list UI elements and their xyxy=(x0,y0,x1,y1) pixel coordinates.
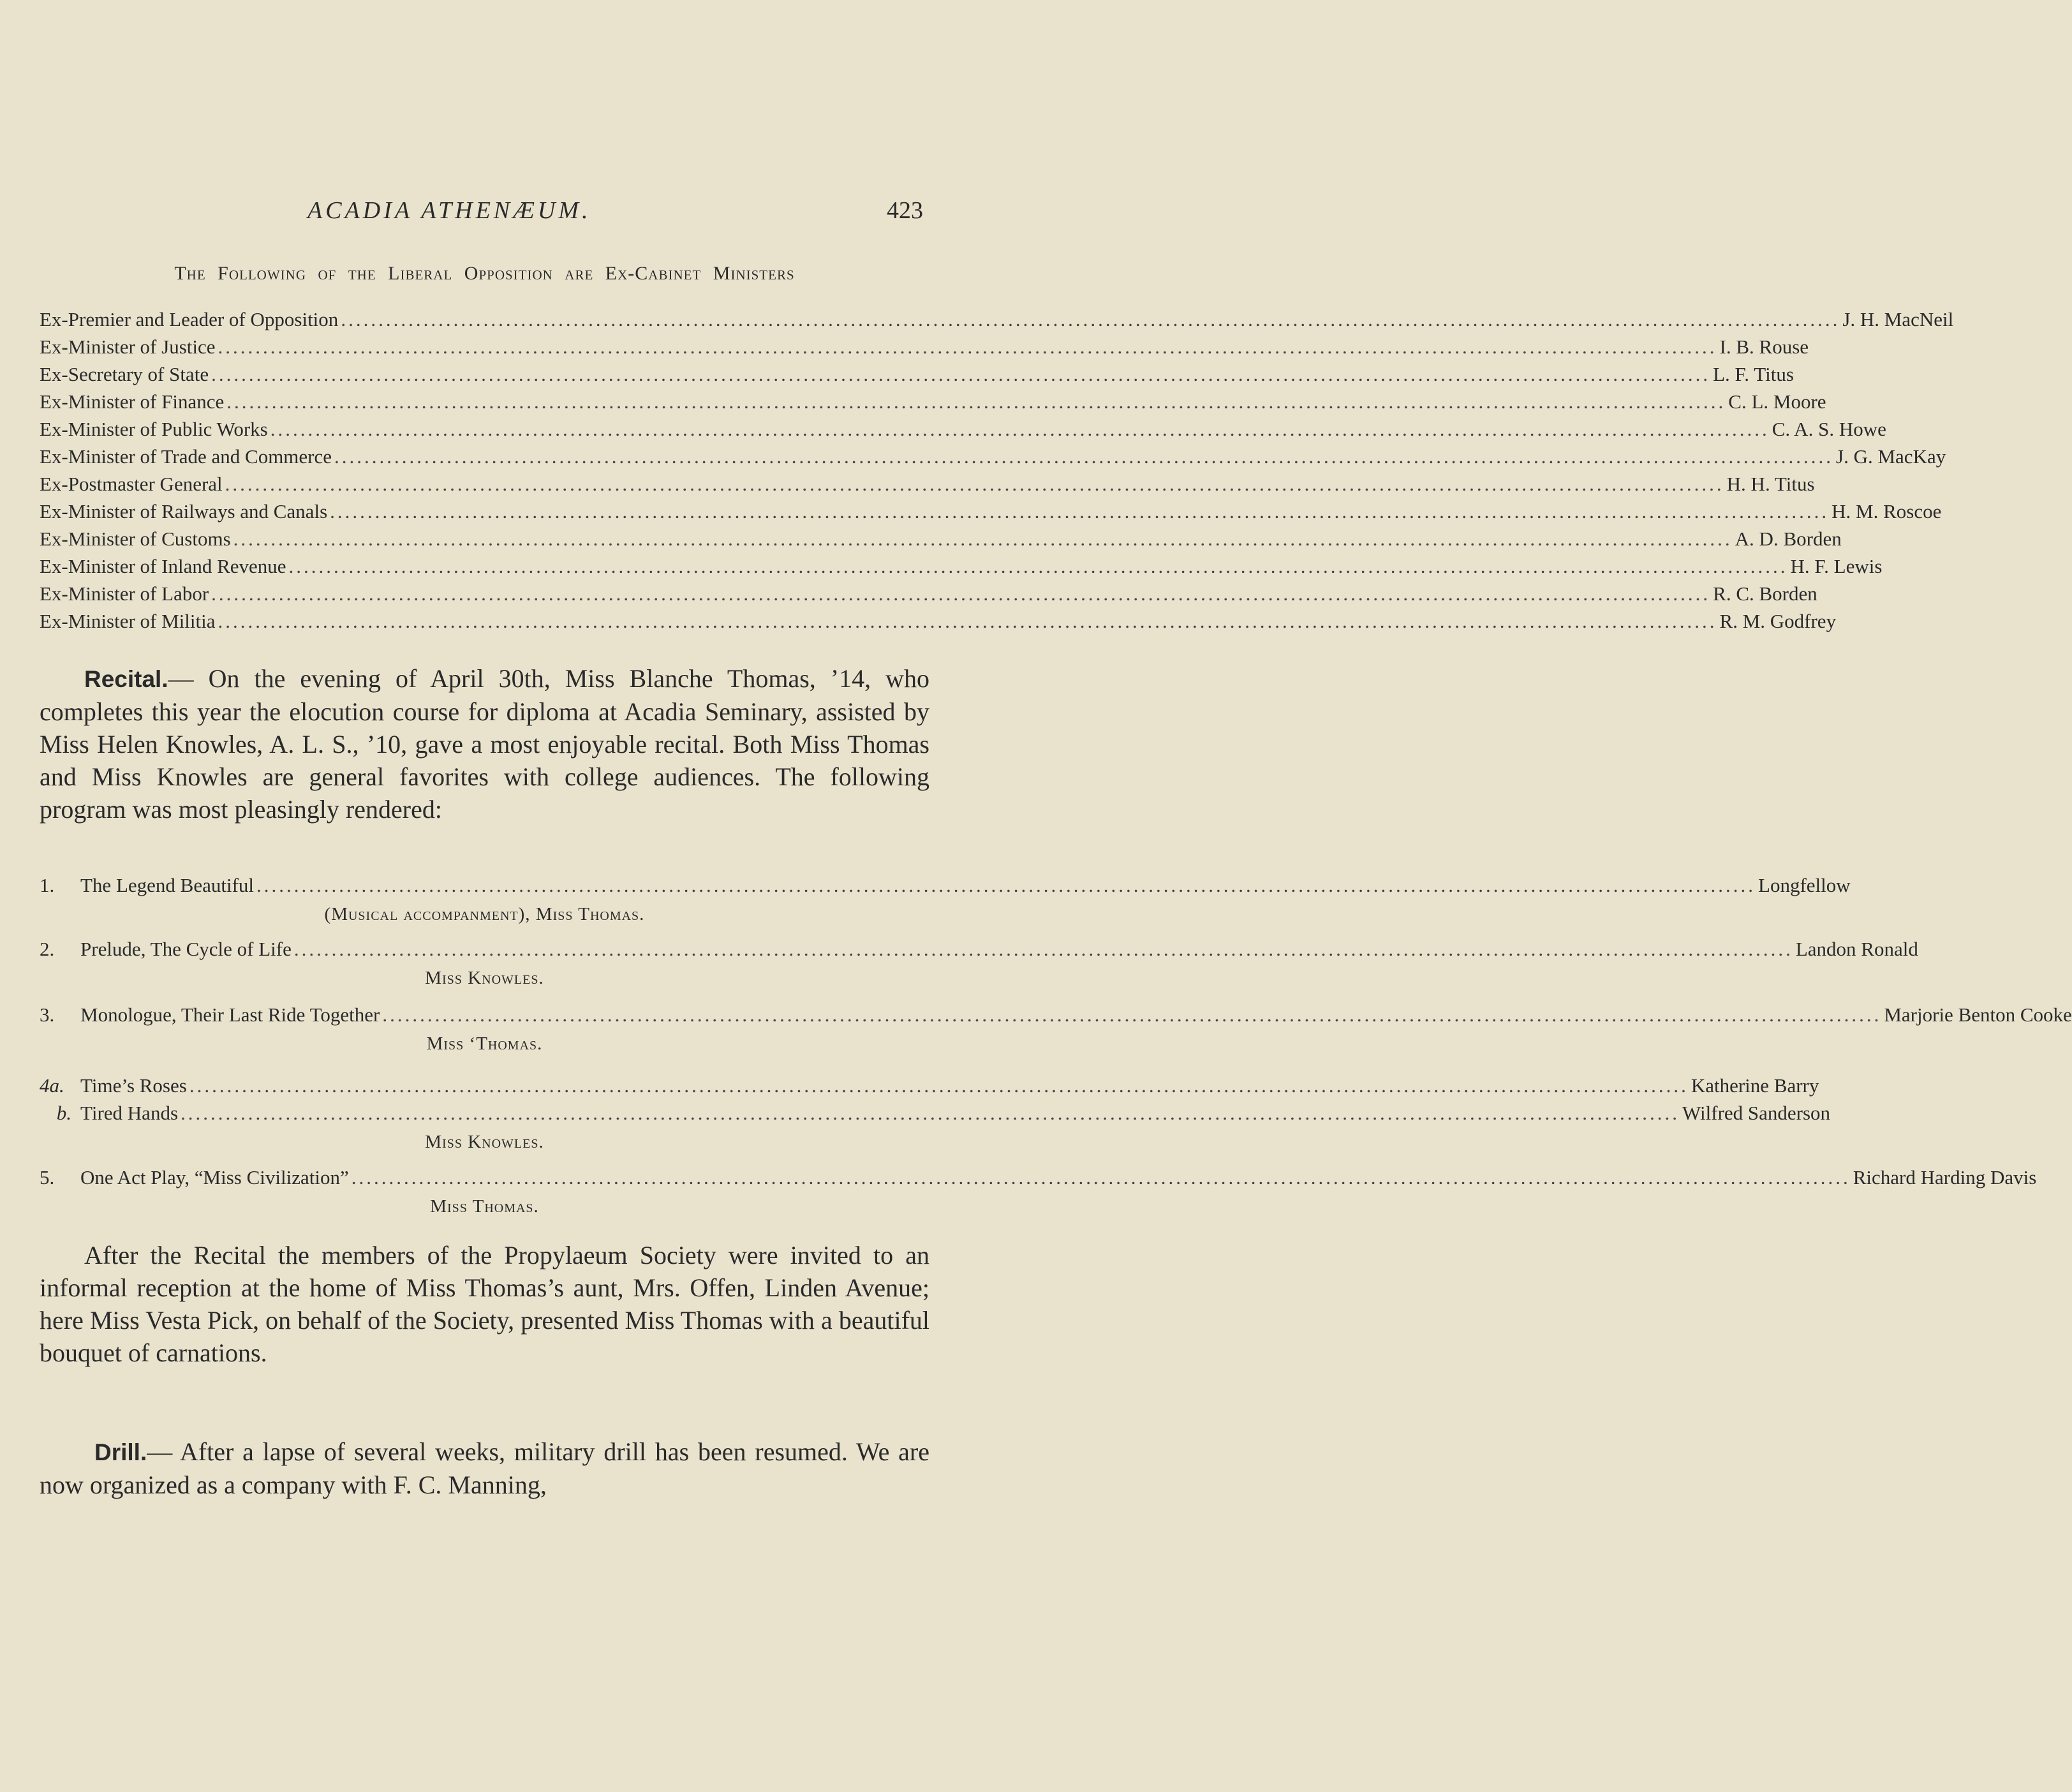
drill-text: — After a lapse of several weeks, military drill has been resumed. We are now organized as a company with F. C. Manning, xyxy=(40,1437,929,1499)
minister-row: Ex-Minister of Finance ........................................................................................................................................................................................................ C. L. Moore xyxy=(40,390,1826,413)
leader-dots: ........................................................................................................................................................................................................ xyxy=(293,938,1793,960)
minister-row: Ex-Minister of Militia ........................................................................................................................................................................................................ R. M. Godfrey xyxy=(40,610,1837,632)
running-title: ACADIA ATHENÆUM. xyxy=(307,197,591,224)
minister-row: Ex-Minister of Justice ........................................................................................................................................................................................................ I. B. Rouse xyxy=(40,336,1809,358)
ministers-list xyxy=(40,308,1954,637)
leader-dots: ........................................................................................................................................................................................................ xyxy=(225,473,1724,495)
minister-row: Ex-Premier and Leader of Opposition ........................................................................................................................................................................................................ J. H. MacNeil xyxy=(40,308,1954,330)
minister-row: Ex-Minister of Trade and Commerce ........................................................................................................................................................................................................ J. G. MacKay xyxy=(40,445,1946,468)
minister-row: Ex-Secretary of State ........................................................................................................................................................................................................ L. F. Titus xyxy=(40,363,1794,385)
minister-row: Ex-Minister of Customs ........................................................................................................................................................................................................ A. D. Borden xyxy=(40,528,1842,550)
program-item: 2. Prelude, The Cycle of Life ........................................................................................................................................................................................................ Landon Ronald Miss Knowles. xyxy=(40,938,929,991)
program-item: 5. One Act Play, “Miss Civilization” ........................................................................................................................................................................................................ Richard Harding Davis Miss Thomas. xyxy=(40,1166,929,1219)
leader-dots: ........................................................................................................................................................................................................ xyxy=(351,1166,1851,1188)
minister-row: Ex-Postmaster General ........................................................................................................................................................................................................ H. H. Titus xyxy=(40,473,1815,495)
leader-dots: ........................................................................................................................................................................................................ xyxy=(181,1102,1680,1124)
leader-dots: ........................................................................................................................................................................................................ xyxy=(211,363,1711,385)
recital-lead: Recital. xyxy=(84,666,168,692)
page-header xyxy=(40,196,929,235)
leader-dots: ........................................................................................................................................................................................................ xyxy=(218,336,1717,358)
minister-row: Ex-Minister of Public Works ........................................................................................................................................................................................................ C. A. S. Howe xyxy=(40,418,1886,440)
ministers-heading: The Following of the Liberal Opposition are Ex-Cabinet Ministers xyxy=(174,263,795,284)
program-item: 1. The Legend Beautiful ........................................................................................................................................................................................................ Longfellow (Musical accompanment), Miss Thomas. xyxy=(40,874,929,927)
program-performer: Miss Thomas. xyxy=(430,1196,539,1217)
program-item: 4a. Time’s Roses ........................................................................................................................................................................................................ Katherine Barry b. Tired Hands ........................................................................................................................................................................................................ Wilfred Sanderson Miss Knowles. xyxy=(40,1074,929,1155)
leader-dots: ........................................................................................................................................................................................................ xyxy=(189,1074,1689,1097)
minister-row: Ex-Minister of Railways and Canals ........................................................................................................................................................................................................ H. M. Roscoe xyxy=(40,500,1942,522)
leader-dots: ........................................................................................................................................................................................................ xyxy=(341,308,1840,330)
program-performer: Miss Knowles. xyxy=(425,1132,544,1152)
page-number: 423 xyxy=(887,197,923,224)
leader-dots: ........................................................................................................................................................................................................ xyxy=(211,582,1711,605)
drill-paragraph xyxy=(40,1435,929,1501)
recital-paragraph xyxy=(40,662,929,826)
program-performer: Miss ‘Thomas. xyxy=(426,1033,543,1054)
leader-dots: ........................................................................................................................................................................................................ xyxy=(382,1003,1882,1026)
leader-dots: ........................................................................................................................................................................................................ xyxy=(226,390,1726,413)
leader-dots: ........................................................................................................................................................................................................ xyxy=(288,555,1788,577)
recital-text: — On the evening of April 30th, Miss Blanche Thomas, ’14, who completes this year the elocution course for diploma at Acadia Seminary, assisted by Miss Helen Knowles, A. L. S., ’10, gave a most enjoyable recital. Both Miss Thomas and Miss Knowles are general favorites with college audiences. The following program was most pleasingly rendered: xyxy=(40,664,929,824)
leader-dots: ........................................................................................................................................................................................................ xyxy=(334,445,1834,468)
minister-row: Ex-Minister of Inland Revenue ........................................................................................................................................................................................................ H. F. Lewis xyxy=(40,555,1883,577)
leader-dots: ........................................................................................................................................................................................................ xyxy=(218,610,1717,632)
leader-dots: ........................................................................................................................................................................................................ xyxy=(233,528,1733,550)
minister-row: Ex-Minister of Labor ........................................................................................................................................................................................................ R. C. Borden xyxy=(40,582,1817,605)
leader-dots: ........................................................................................................................................................................................................ xyxy=(256,874,1756,896)
program-performer: Miss Knowles. xyxy=(425,968,544,988)
leader-dots: ........................................................................................................................................................................................................ xyxy=(270,418,1770,440)
after-recital-paragraph: After the Recital the members of the Propylaeum Society were invited to an informal reception at the home of Miss Thomas’s aunt, Mrs. Offen, Linden Avenue; here Miss Vesta Pick, on behalf of the Society, presented Miss Thomas with a beautiful bouquet of carnations. xyxy=(40,1241,929,1367)
program-item: 3. Monologue, Their Last Ride Together ........................................................................................................................................................................................................ Marjorie Benton Cooke Miss ‘Thomas. xyxy=(40,1003,929,1056)
drill-lead: Drill. xyxy=(94,1439,147,1465)
program-performer: (Musical accompanment), Miss Thomas. xyxy=(324,904,645,924)
leader-dots: ........................................................................................................................................................................................................ xyxy=(330,500,1830,522)
